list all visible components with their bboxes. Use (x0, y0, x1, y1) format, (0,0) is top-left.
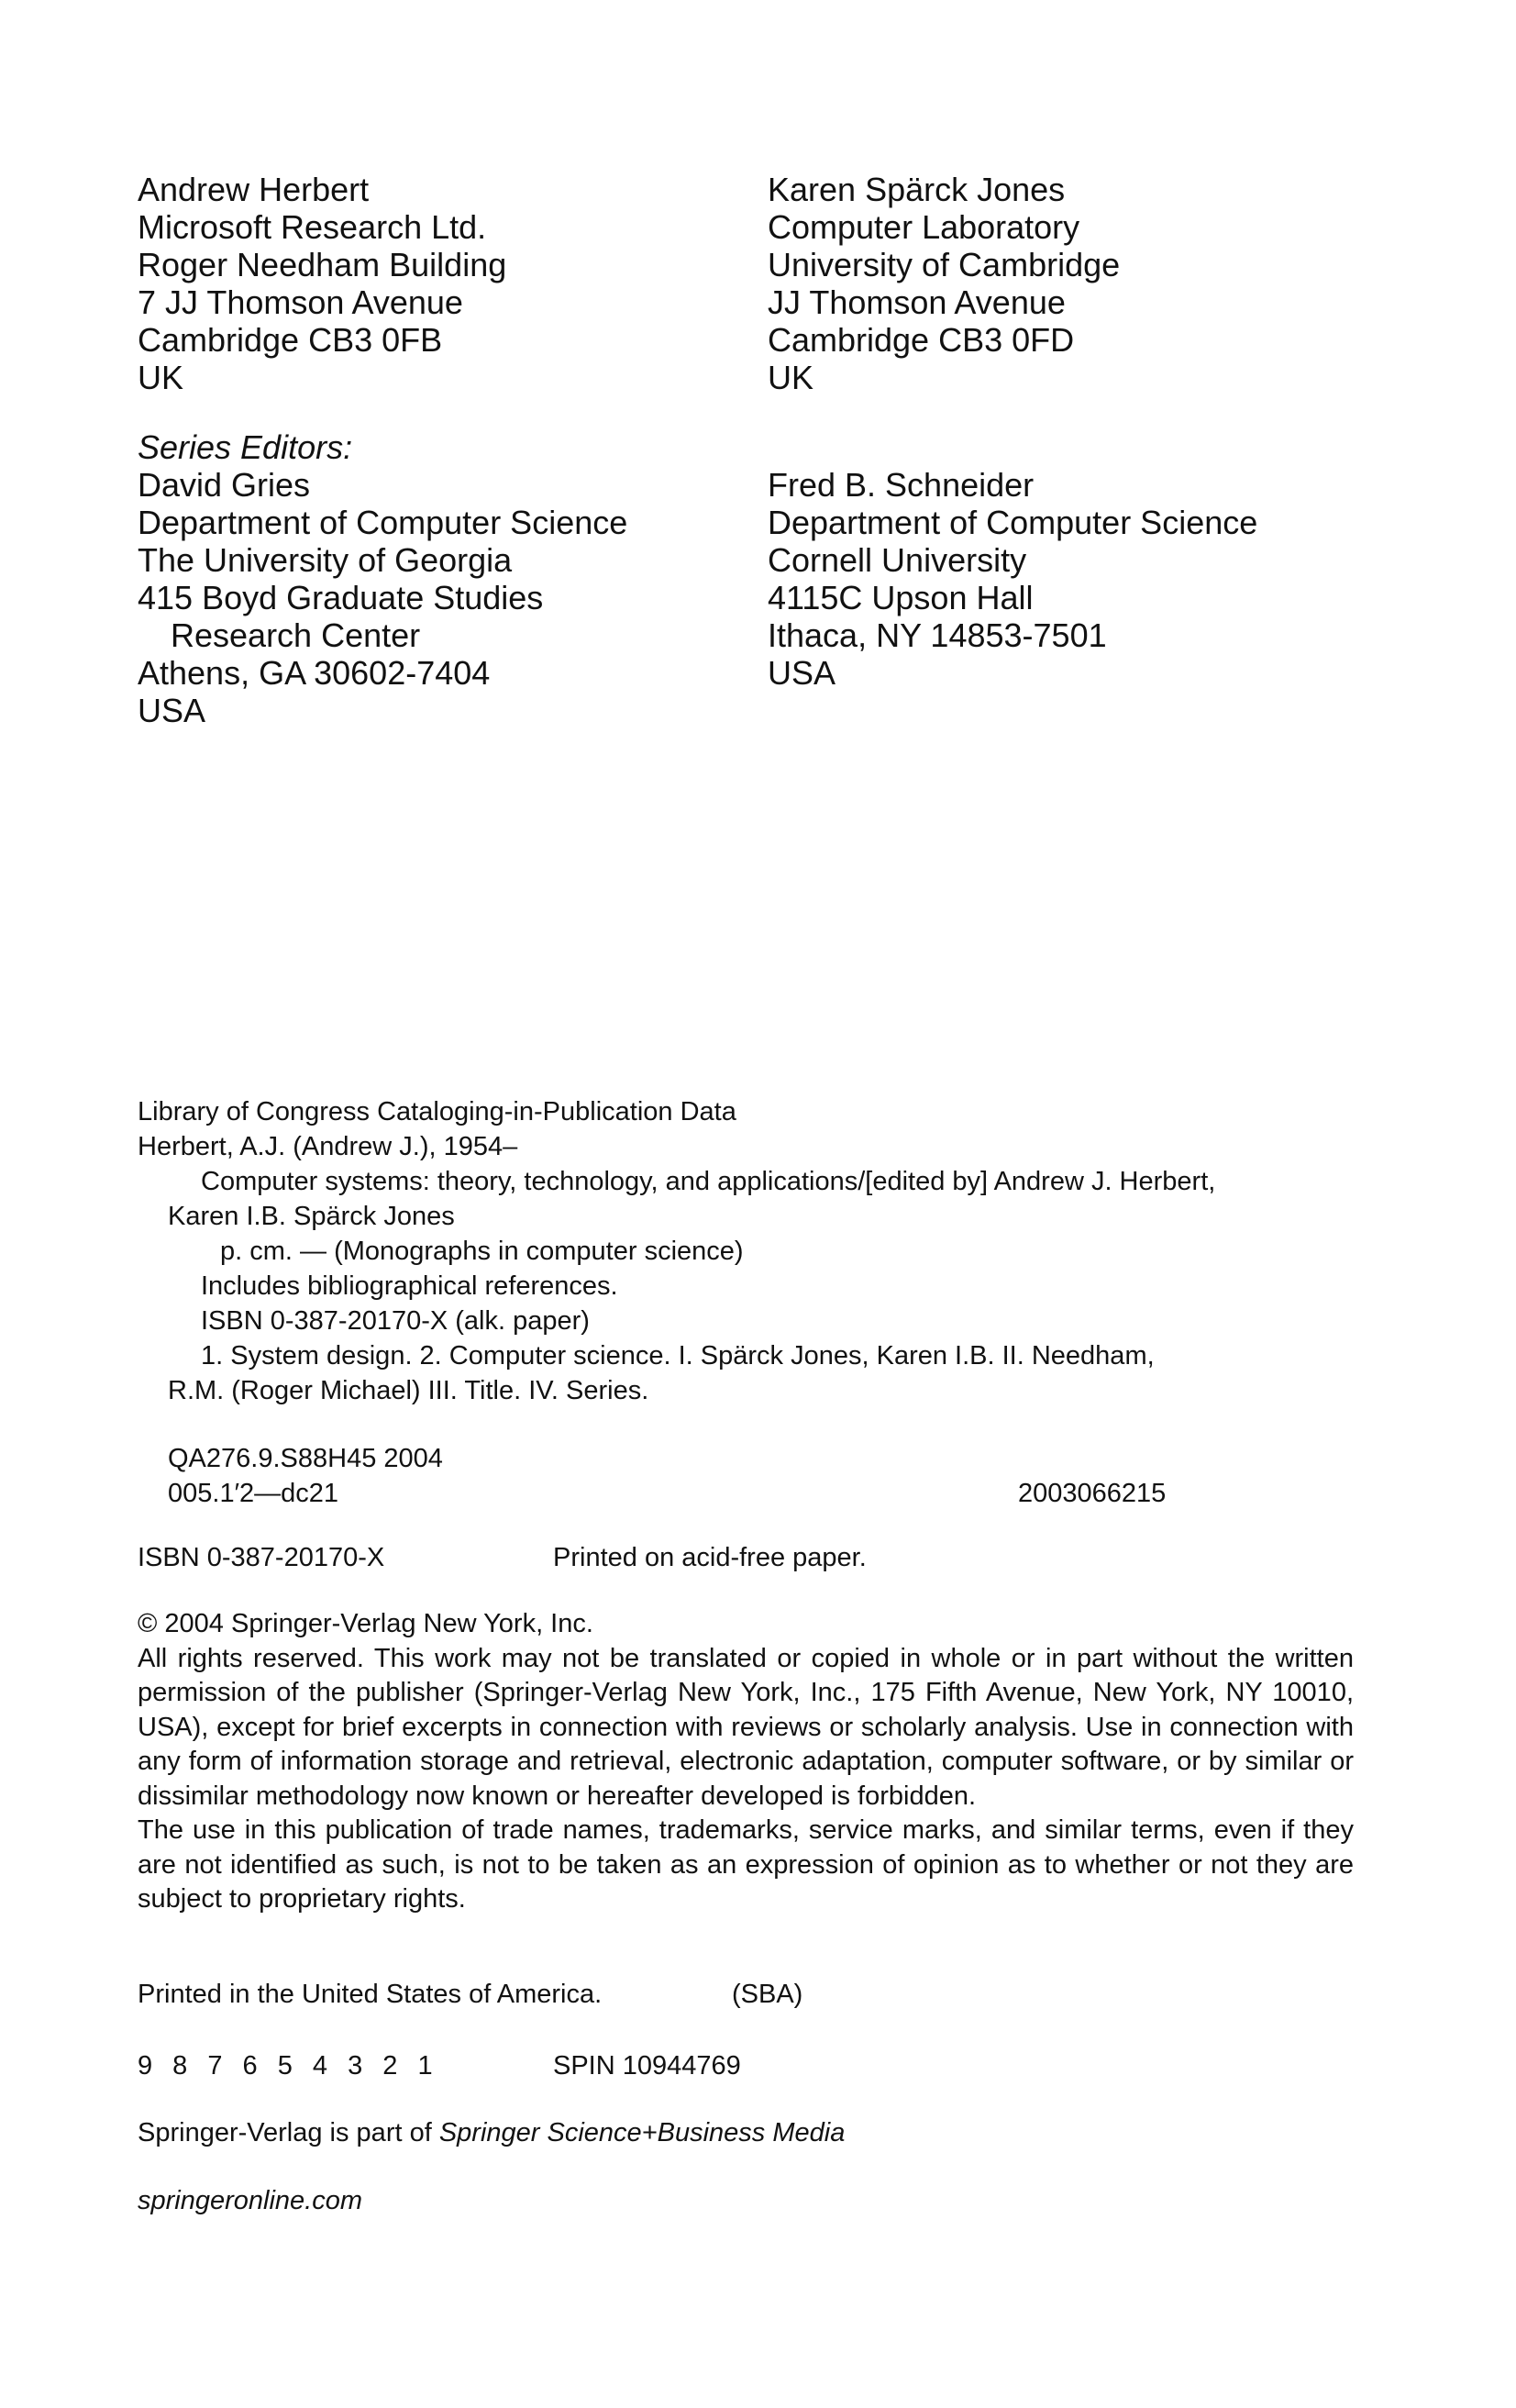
website-link[interactable]: springeronline.com (138, 2186, 363, 2215)
address-line: Andrew Herbert (138, 171, 370, 208)
address-line: Cambridge CB3 0FB (138, 321, 443, 359)
rights-paragraph: All rights reserved. This work may not be translated or copied in whole or in part without the written permission of the publisher (Springer-Verlag New York, Inc., 175 Fifth Avenue, New York, NY 10010, USA), except for brief excerpts in connection with reviews or scholarly analysis. Use in connection with any form of information storage and retrieval, electronic adaptation, computer software, or by similar or dissimilar methodology now known or hereafter developed is forbidden. (138, 1643, 1354, 1811)
cip-author: Herbert, A.J. (Andrew J.), 1954– (138, 1132, 518, 1161)
cip-call-number: QA276.9.S88H45 2004 (168, 1444, 443, 1473)
cip-title-line: Karen I.B. Spärck Jones (168, 1202, 455, 1231)
address-line: Athens, GA 30602-7404 (138, 654, 491, 692)
address-line: Department of Computer Science (768, 504, 1258, 541)
address-line: The University of Georgia (138, 541, 513, 579)
printer-code: (SBA) (732, 1980, 803, 2009)
address-line: Cambridge CB3 0FD (768, 321, 1075, 359)
address-line: UK (768, 359, 814, 396)
address-line: USA (138, 692, 206, 729)
address-line: University of Cambridge (768, 246, 1121, 283)
cip-subjects-line: 1. System design. 2. Computer science. I. Spärck Jones, Karen I.B. II. Needham, (201, 1341, 1155, 1370)
cip-dewey: 005.1′2—dc21 (168, 1479, 339, 1508)
cip-heading: Library of Congress Cataloging-in-Publication Data (138, 1097, 736, 1126)
address-line: UK (138, 359, 184, 396)
cip-isbn: ISBN 0-387-20170-X (alk. paper) (201, 1306, 590, 1336)
series-editors-label: Series Editors: (138, 428, 353, 466)
isbn-number: ISBN 0-387-20170-X (138, 1543, 385, 1572)
address-line: 4115C Upson Hall (768, 579, 1034, 616)
acid-free-note: Printed on acid-free paper. (553, 1543, 867, 1572)
cip-lccn: 2003066215 (1018, 1479, 1167, 1508)
spin-number: SPIN 10944769 (553, 2051, 741, 2081)
address-line: 7 JJ Thomson Avenue (138, 283, 463, 321)
rights-block (138, 1607, 1354, 1917)
cip-data-block (138, 1094, 1215, 1408)
springer-affiliation (138, 2115, 845, 2150)
author-address-herbert (138, 171, 506, 396)
address-line: Microsoft Research Ltd. (138, 208, 487, 246)
springer-media-name: Springer Science+Business Media (438, 2118, 846, 2147)
print-line-numbers: 9 8 7 6 5 4 3 2 1 (138, 2051, 439, 2081)
editor-address-schneider (768, 466, 1257, 692)
printed-in-usa: Printed in the United States of America. (138, 1980, 603, 2009)
cip-title-line: Computer systems: theory, technology, and applications/[edited by] Andrew J. Herbert, (201, 1167, 1216, 1196)
springer-affiliation-prefix: Springer-Verlag is part of (138, 2118, 439, 2147)
address-line: USA (768, 654, 836, 692)
trade-names-paragraph: The use in this publication of trade names, trademarks, service marks, and similar terms, even if they are not identified as such, is not to be taken as an expression of opinion as to whether or not they are subject to proprietary rights. (138, 1815, 1354, 1914)
author-address-sparck-jones (768, 171, 1120, 396)
address-line: Roger Needham Building (138, 246, 507, 283)
address-line: Department of Computer Science (138, 504, 628, 541)
address-line: David Gries (138, 466, 311, 504)
cip-pages: p. cm. — (Monographs in computer science) (220, 1237, 744, 1266)
address-line: Research Center (171, 616, 421, 654)
address-line: Cornell University (768, 541, 1027, 579)
copyright-notice: © 2004 Springer-Verlag New York, Inc. (138, 1609, 593, 1638)
editor-address-gries (138, 466, 627, 729)
address-line: Ithaca, NY 14853-7501 (768, 616, 1107, 654)
cip-subjects-line: R.M. (Roger Michael) III. Title. IV. Series. (168, 1376, 649, 1405)
cip-includes: Includes bibliographical references. (201, 1271, 618, 1301)
address-line: Fred B. Schneider (768, 466, 1035, 504)
address-line: Karen Spärck Jones (768, 171, 1066, 208)
address-line: 415 Boyd Graduate Studies (138, 579, 544, 616)
address-line: Computer Laboratory (768, 208, 1080, 246)
address-line: JJ Thomson Avenue (768, 283, 1066, 321)
